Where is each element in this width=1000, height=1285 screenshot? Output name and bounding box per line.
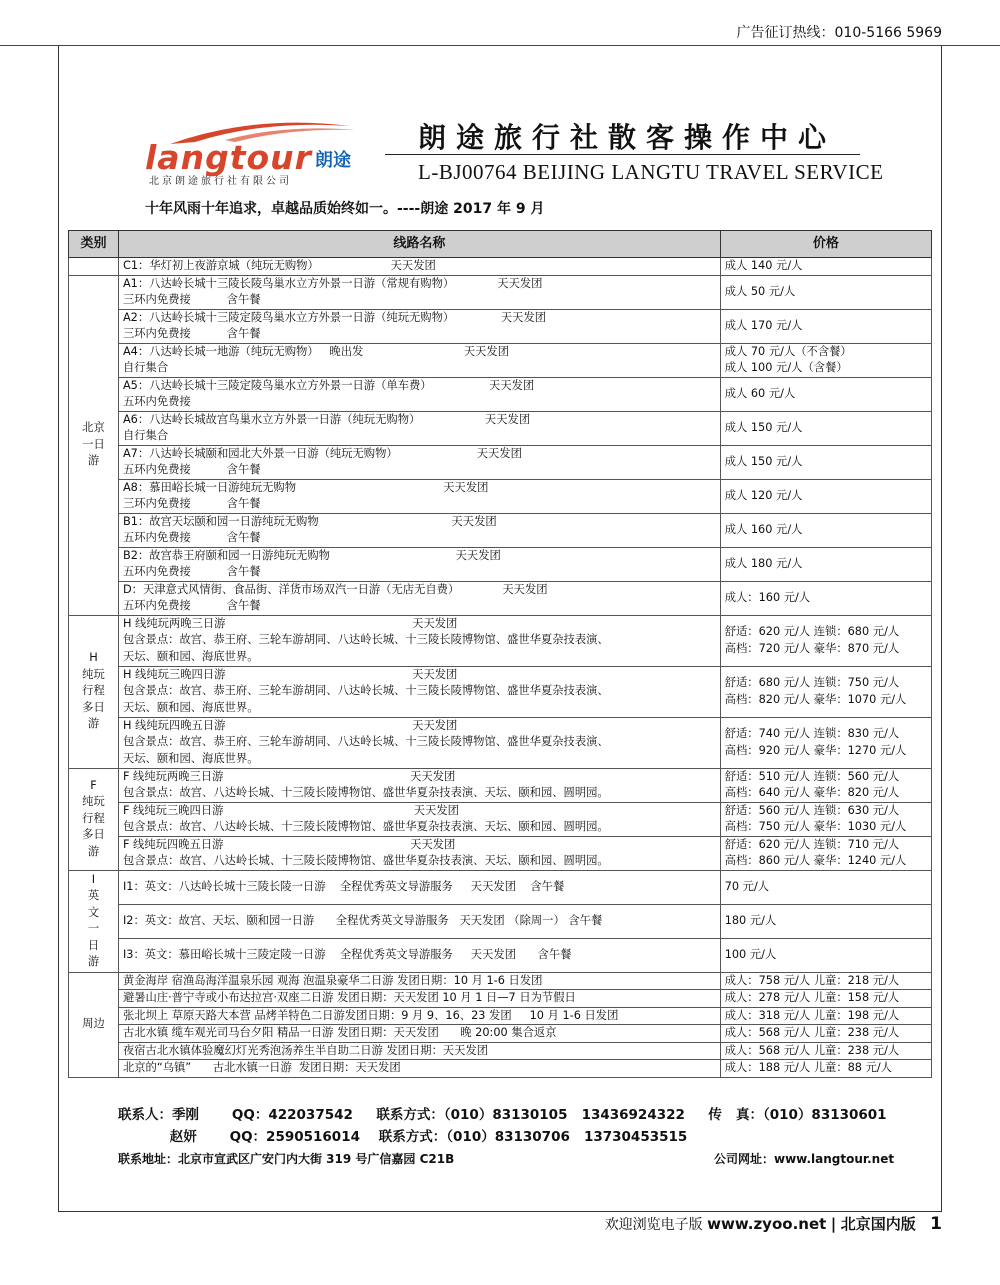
route-cell [118, 1042, 720, 1060]
price-line: 180 元/人 [724, 913, 777, 927]
route-cell [118, 1060, 720, 1078]
route-line: B2：故宫恭王府颐和园一日游纯玩无购物 天天发团 [122, 548, 501, 562]
table-row [69, 1007, 932, 1025]
route-cell [118, 666, 720, 717]
footer-separator: | [830, 1215, 837, 1233]
route-line: A5：八达岭长城十三陵定陵鸟巢水立方外景一日游（单车费） 天天发团 [122, 378, 535, 392]
route-line: C1：华灯初上夜游京城（纯玩无购物） 天天发团 [122, 259, 436, 272]
route-line: 包含景点：故宫、八达岭长城、十三陵长陵博物馆、盛世华夏杂技表演、天坛、颐和园、圆明园。 [122, 854, 609, 867]
route-cell [118, 615, 720, 666]
route-line: F 线纯玩两晚三日游 天天发团 [122, 769, 456, 783]
website: 公司网址：www.langtour.net [714, 1152, 895, 1166]
price-line: 高档：750 元/人 豪华：1030 元/人 [724, 820, 907, 833]
route-cell [118, 990, 720, 1008]
route-line: 包含景点：故宫、恭王府、三轮车游胡同、八达岭长城、十三陵长陵博物馆、盛世华夏杂技表演、 [122, 684, 609, 698]
route-cell [118, 343, 720, 377]
price-line: 成人 100 元/人（含餐） [724, 361, 848, 374]
category-cell: 北京 一日 游 [69, 275, 119, 615]
price-line: 70 元/人 [724, 879, 770, 893]
table-header [69, 231, 932, 258]
route-line: I2：英文：故宫、天坛、颐和园一日游 全程优秀英文导游服务 天天发团 （除周一） 含午餐 [122, 913, 603, 927]
price-cell [720, 836, 931, 870]
table-row [69, 1025, 932, 1043]
table-row [69, 1060, 932, 1078]
price-line: 高档：860 元/人 豪华：1240 元/人 [724, 854, 907, 867]
category-cell: F 纯玩 行程 多日 游 [69, 768, 119, 870]
route-line: 三环内免费接 含午餐 [122, 293, 261, 306]
route-line: 古北水镇 缆车观光司马台夕阳 精品一日游 发团日期：天天发团 晚 20:00 集合返京 [122, 1026, 557, 1039]
table-row [69, 377, 932, 411]
table-row [69, 275, 932, 309]
price-cell [720, 513, 931, 547]
table-row [69, 836, 932, 870]
table-row [69, 870, 932, 904]
price-cell [720, 615, 931, 666]
price-line: 成人 50 元/人 [724, 284, 796, 298]
price-cell [720, 479, 931, 513]
table-row [69, 990, 932, 1008]
route-line: 北京的“乌镇” 古北水镇一日游 发团日期：天天发团 [122, 1061, 401, 1074]
route-cell [118, 1007, 720, 1025]
price-cell [720, 343, 931, 377]
table-row [69, 768, 932, 802]
route-cell [118, 547, 720, 581]
table-row [69, 258, 932, 276]
price-line: 成人 140 元/人 [724, 259, 803, 272]
table-row [69, 309, 932, 343]
route-cell [118, 479, 720, 513]
route-line: F 线纯玩四晚五日游 天天发团 [122, 837, 456, 851]
price-line: 成人：568 元/人 儿童：238 元/人 [724, 1043, 900, 1057]
route-line: 包含景点：故宫、八达岭长城、十三陵长陵博物馆、盛世华夏杂技表演、天坛、颐和园、圆明园。 [122, 786, 609, 799]
route-line: 三环内免费接 含午餐 [122, 497, 261, 510]
price-cell [720, 581, 931, 615]
contacts [118, 1104, 895, 1170]
route-line: 五环内免费接 含午餐 [122, 565, 261, 578]
price-line: 成人：568 元/人 儿童：238 元/人 [724, 1026, 900, 1039]
price-line: 高档：920 元/人 豪华：1270 元/人 [724, 743, 907, 757]
price-cell [720, 904, 931, 938]
price-line: 成人 150 元/人 [724, 454, 803, 468]
route-line: H 线纯玩两晚三日游 天天发团 [122, 616, 458, 630]
route-cell [118, 445, 720, 479]
price-line: 舒适：740 元/人 连锁：830 元/人 [724, 727, 900, 740]
route-line: 张北坝上 草原天路大本营 品烤羊特色二日游发团日期：9 月 9、16、23 发团 10 月 1-6 日发团 [122, 1008, 619, 1022]
route-line: 天坛、颐和园、海底世界。 [122, 700, 259, 714]
route-cell [118, 309, 720, 343]
center-english: L-BJ00764 BEIJING LANGTU TRAVEL SERVICE [418, 160, 884, 184]
center-name: 朗途旅行社散客操作中心 [418, 121, 837, 154]
logo-cn: 朗途 [315, 150, 351, 171]
route-line: 夜宿古北水镇体验魔幻灯光秀泡汤养生半自助二日游 发团日期：天天发团 [122, 1043, 489, 1057]
price-line: 舒适：680 元/人 连锁：750 元/人 [724, 676, 900, 689]
price-cell [720, 1025, 931, 1043]
price-line: 成人：188 元/人 儿童：88 元/人 [724, 1061, 892, 1074]
route-cell [118, 802, 720, 836]
price-line: 成人 70 元/人（不含餐） [724, 344, 852, 358]
price-line: 高档：640 元/人 豪华：820 元/人 [724, 786, 900, 799]
route-cell [118, 513, 720, 547]
route-line: 自行集合 [122, 429, 169, 442]
contact-row-1: 联系人：季刚 QQ：422037542 联系方式：（010）83130105 13436924322 传 真：（010）83130601 [118, 1107, 887, 1123]
price-cell [720, 411, 931, 445]
route-line: I3：英文：慕田峪长城十三陵定陵一日游 全程优秀英文导游服务 天天发团 含午餐 [122, 947, 572, 961]
price-cell [720, 309, 931, 343]
price-cell [720, 717, 931, 768]
price-line: 成人 180 元/人 [724, 556, 803, 570]
route-line: A1：八达岭长城十三陵长陵鸟巢水立方外景一日游（常规有购物） 天天发团 [122, 276, 543, 290]
route-cell [118, 411, 720, 445]
price-cell [720, 445, 931, 479]
price-cell [720, 547, 931, 581]
footer [605, 1213, 942, 1234]
route-cell [118, 717, 720, 768]
price-cell [720, 258, 931, 276]
price-line: 成人：318 元/人 儿童：198 元/人 [724, 1008, 900, 1022]
table-row [69, 343, 932, 377]
route-line: 五环内免费接 含午餐 [122, 531, 261, 544]
price-cell [720, 972, 931, 990]
route-line: A8：慕田峪长城一日游纯玩无购物 天天发团 [122, 480, 489, 494]
route-cell [118, 768, 720, 802]
route-line: F 线纯玩三晚四日游 天天发团 [122, 803, 459, 817]
category-cell [69, 258, 119, 276]
route-line: A7：八达岭长城颐和园北大外景一日游（纯玩无购物） 天天发团 [122, 446, 522, 460]
price-line: 成人：160 元/人 [724, 590, 811, 604]
table-row [69, 615, 932, 666]
price-line: 成人 60 元/人 [724, 386, 796, 400]
route-line: 黄金海岸 宿渔岛海洋温泉乐园 观海 泡温泉豪华二日游 发团日期：10 月 1-6 日发团 [122, 973, 543, 987]
price-cell [720, 666, 931, 717]
footer-text: 欢迎浏览电子版 [604, 1217, 703, 1233]
route-cell [118, 1025, 720, 1043]
route-line: I1：英文：八达岭长城十三陵长陵一日游 全程优秀英文导游服务 天天发团 含午餐 [122, 879, 565, 893]
route-cell [118, 972, 720, 990]
header-price: 价格 [720, 231, 931, 258]
route-line: A4：八达岭长城一地游（纯玩无购物） 晚出发 天天发团 [122, 344, 510, 358]
route-cell [118, 870, 720, 904]
price-cell [720, 377, 931, 411]
price-line: 高档：720 元/人 豪华：870 元/人 [724, 641, 900, 655]
category-cell: I 英 文 一 日 游 [69, 870, 119, 972]
table-row [69, 581, 932, 615]
table-row [69, 513, 932, 547]
logo [145, 118, 385, 188]
price-line: 成人：278 元/人 儿童：158 元/人 [724, 991, 900, 1004]
route-line: H 线纯玩三晚四日游 天天发团 [122, 667, 458, 681]
table-row [69, 411, 932, 445]
price-cell [720, 1042, 931, 1060]
price-line: 高档：820 元/人 豪华：1070 元/人 [724, 692, 907, 706]
route-line: 三环内免费接 含午餐 [122, 327, 261, 340]
logo-word: langtour [145, 138, 312, 177]
price-line: 舒适：620 元/人 连锁：680 元/人 [724, 625, 900, 638]
route-line: H 线纯玩四晚五日游 天天发团 [122, 718, 458, 732]
route-line: 天坛、颐和园、海底世界。 [122, 649, 259, 663]
price-cell [720, 275, 931, 309]
route-cell [118, 938, 720, 972]
table-row [69, 938, 932, 972]
route-cell [118, 581, 720, 615]
route-line: 避暑山庄·普宁寺或小布达拉宫·双座二日游 发团日期：天天发团 10 月 1 日—7 日为节假日 [122, 991, 576, 1004]
address-row [118, 1148, 895, 1170]
route-line: 包含景点：故宫、八达岭长城、十三陵长陵博物馆、盛世华夏杂技表演、天坛、颐和园、圆明园。 [122, 820, 609, 833]
contact-row-2: 赵妍 QQ：2590516014 联系方式：（010）83130706 13730453515 [118, 1129, 688, 1145]
price-cell [720, 768, 931, 802]
route-cell [118, 836, 720, 870]
category-cell: H 纯玩 行程 多日 游 [69, 615, 119, 768]
route-line: 五环内免费接 含午餐 [122, 463, 261, 476]
hotline: 广告征订热线：010-5166 5969 [736, 25, 942, 41]
route-line: D：天津意式风情街、食品街、洋货市场双汽一日游（无店无自费） 天天发团 [122, 582, 548, 596]
price-cell [720, 870, 931, 904]
route-line: 包含景点：故宫、恭王府、三轮车游胡同、八达岭长城、十三陵长陵博物馆、盛世华夏杂技表演、 [122, 735, 609, 749]
footer-site[interactable]: www.zyoo.net [707, 1215, 827, 1233]
center-rule [385, 154, 860, 155]
table-row [69, 445, 932, 479]
page-number: 1 [930, 1214, 942, 1234]
category-cell: 周边 [69, 972, 119, 1077]
route-cell [118, 904, 720, 938]
route-cell [118, 377, 720, 411]
price-cell [720, 802, 931, 836]
route-cell [118, 258, 720, 276]
footer-section: 北京国内版 [840, 1215, 916, 1233]
route-line: A6：八达岭长城故宫鸟巢水立方外景一日游（纯玩无购物） 天天发团 [122, 412, 531, 426]
price-line: 成人 120 元/人 [724, 488, 803, 502]
price-line: 100 元/人 [724, 947, 777, 961]
route-line: 五环内免费接 含午餐 [122, 599, 261, 612]
price-cell [720, 1060, 931, 1078]
price-cell [720, 938, 931, 972]
address: 联系地址：北京市宣武区广安门内大街 319 号广信嘉园 C21B [118, 1152, 455, 1166]
route-table [68, 230, 932, 1078]
table-row [69, 904, 932, 938]
header-route: 线路名称 [118, 231, 720, 258]
price-line: 舒适：620 元/人 连锁：710 元/人 [724, 837, 900, 851]
route-line: 五环内免费接 [122, 395, 191, 408]
route-line: A2：八达岭长城十三陵定陵鸟巢水立方外景一日游（纯玩无购物） 天天发团 [122, 310, 547, 324]
route-line: 天坛、颐和园、海底世界。 [122, 751, 259, 765]
price-line: 舒适：510 元/人 连锁：560 元/人 [724, 769, 900, 783]
price-cell [720, 990, 931, 1008]
price-line: 成人：758 元/人 儿童：218 元/人 [724, 973, 900, 987]
route-line: B1：故宫天坛颐和园一日游纯玩无购物 天天发团 [122, 514, 497, 528]
price-line: 成人 160 元/人 [724, 522, 803, 536]
route-line: 包含景点：故宫、恭王府、三轮车游胡同、八达岭长城、十三陵长陵博物馆、盛世华夏杂技表演、 [122, 633, 609, 647]
price-line: 成人 170 元/人 [724, 318, 803, 332]
table-row [69, 972, 932, 990]
logo-company: 北京朗途旅行社有限公司 [149, 176, 292, 187]
price-line: 舒适：560 元/人 连锁：630 元/人 [724, 803, 900, 817]
price-cell [720, 1007, 931, 1025]
slogan: 十年风雨十年追求，卓越品质始终如一。----朗途 2017 年 9 月 [145, 201, 545, 217]
header-category: 类别 [69, 231, 119, 258]
table-row [69, 547, 932, 581]
table-row [69, 479, 932, 513]
table-row [69, 717, 932, 768]
route-line: 自行集合 [122, 361, 169, 374]
price-line: 成人 150 元/人 [724, 420, 803, 434]
table-row [69, 802, 932, 836]
table-row [69, 1042, 932, 1060]
route-cell [118, 275, 720, 309]
table-row [69, 666, 932, 717]
